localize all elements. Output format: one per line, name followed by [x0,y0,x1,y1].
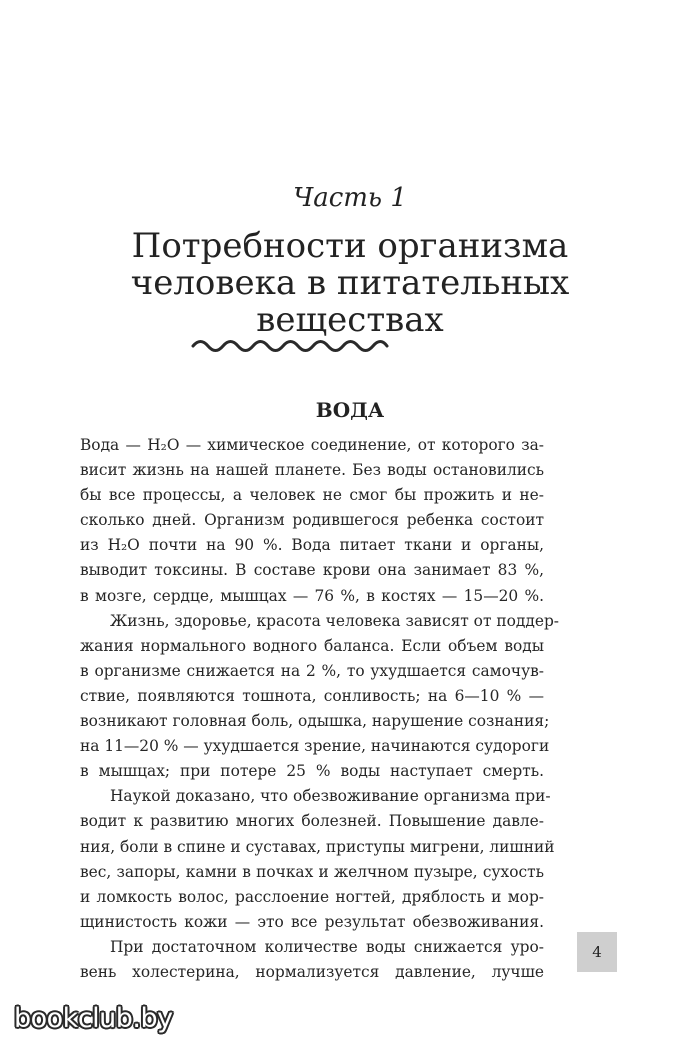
body-line: щинистость кожи — это все результат обезвоживания. [80,912,544,931]
title-line: человека в питательных [130,263,570,303]
body-line: в мышцах; при потере 25 % воды наступает смерть. [80,762,544,781]
part-label: Часть 1 [293,183,407,213]
body-line: ствие, появляются тошнота, сонливость; на 6—10 % — [80,686,544,705]
body-line: Вода — H₂O — химическое соединение, от которого за- [80,436,544,454]
section-heading: ВОДА [315,398,385,422]
watermark-logo: bookclub.by [14,1003,173,1034]
body-line: Жизнь, здоровье, красота человека зависят от поддер- [110,611,559,630]
body-line: и ломкость волос, расслоение ногтей, дряблость и мор- [80,887,544,906]
body-line: в мозге, сердце, мышцах — 76 %, в костях — 15—20 %. [80,586,544,605]
body-text [80,433,559,985]
body-line: выводит токсины. В составе крови она занимает 83 %, [80,561,544,580]
body-line: висит жизнь на нашей планете. Без воды остановились [80,461,544,480]
body-line: сколько дней. Организм родившегося ребенка состоит [80,511,544,530]
page-title [0,228,700,339]
body-line: жания нормального водного баланса. Если объем воды [80,636,544,655]
body-line: ния, боли в спине и суставах, приступы мигрени, лишний [80,837,555,856]
body-line: вень холестерина, нормализуется давление, лучше [80,962,544,981]
body-line: Наукой доказано, что обезвоживание организма при- [110,787,551,806]
body-line: из H₂O почти на 90 %. Вода питает ткани и органы, [80,536,544,555]
page-number [577,932,617,972]
body-line: возникают головная боль, одышка, нарушение сознания; [80,712,550,731]
body-line: При достаточном количестве воды снижается уро- [110,937,544,956]
title-line: веществах [256,300,444,340]
body-line: вес, запоры, камни в почках и желчном пузыре, сухость [80,862,544,881]
body-line: бы все процессы, а человек не смог бы прожить и не- [80,486,544,505]
wavy-divider [190,335,390,357]
title-line: Потребности организма [131,226,569,266]
body-line: водит к развитию многих болезней. Повышение давле- [80,812,544,831]
body-line: в организме снижается на 2 %, то ухудшается самочув- [80,661,544,680]
body-line: на 11—20 % — ухудшается зрение, начинаются судороги [80,737,550,756]
page-number-label: 4 [592,943,602,961]
